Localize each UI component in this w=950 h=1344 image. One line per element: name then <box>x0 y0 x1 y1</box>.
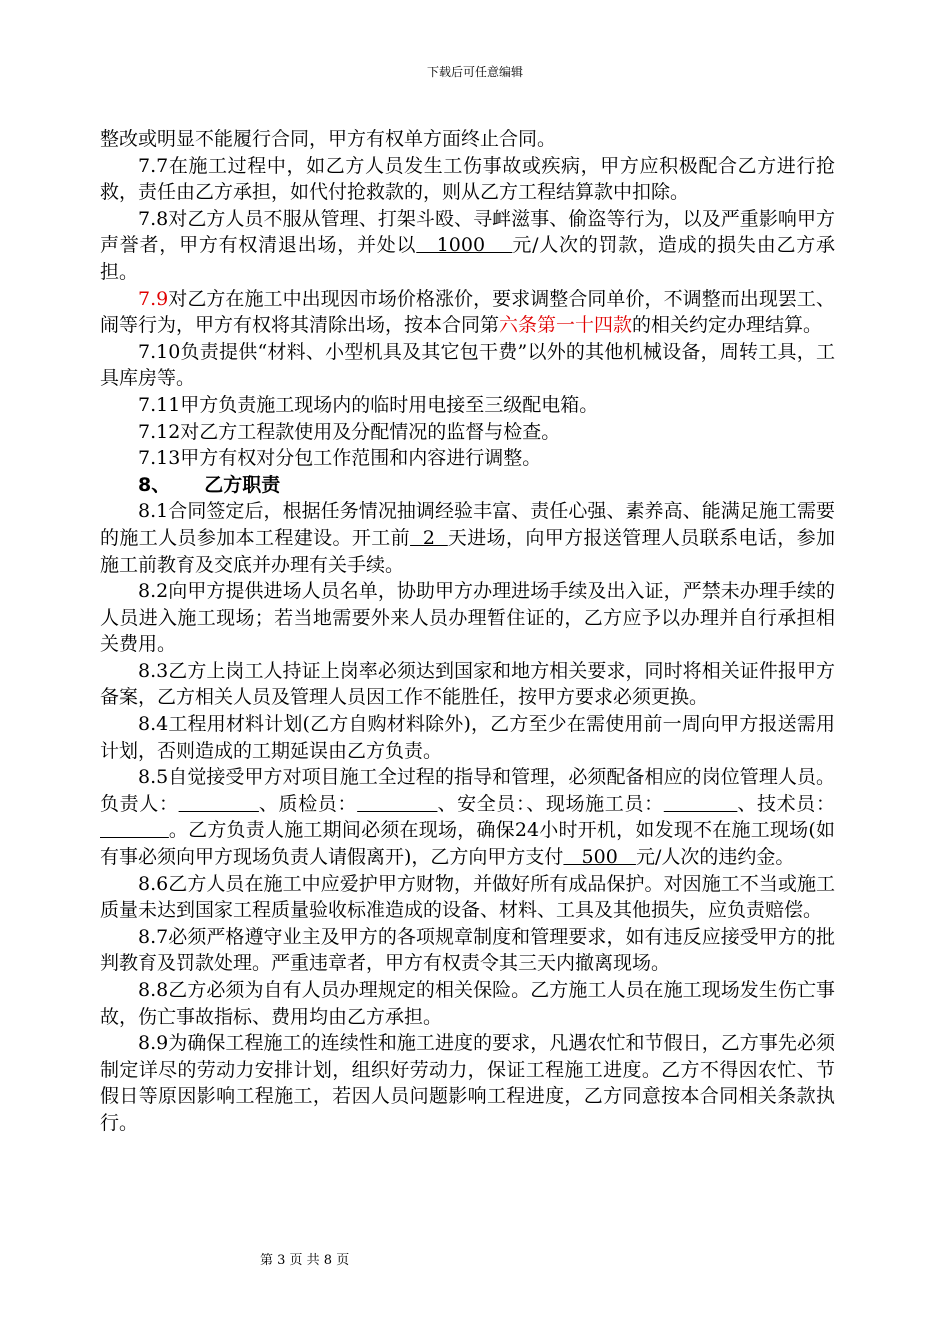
clause-8-3: 8.3乙方上岗工人持证上岗率必须达到国家和地方相关要求，同时将相关证件报甲方备案，乙方相关人员及管理人员因工作不能胜任，按甲方要求必须更换。 <box>100 659 835 709</box>
clause-7-7: 7.7在施工过程中，如乙方人员发生工伤事故或疾病，甲方应积极配合乙方进行抢救，责任由乙方承担，如代付抢救款的，则从乙方工程结算款中扣除。 <box>100 154 835 204</box>
section-heading-8 <box>100 472 835 499</box>
clause-8-8: 8.8乙方必须为自有人员办理规定的相关保险。乙方施工人员在施工现场发生伤亡事故，伤亡事故指标、费用均由乙方承担。 <box>100 979 835 1028</box>
technician-blank <box>100 819 169 841</box>
clause-7-13: 7.13甲方有权对分包工作范围和内容进行调整。 <box>138 447 542 470</box>
page-number-footer: 第 3 页 共 8 页 <box>260 1253 350 1268</box>
site-worker-blank <box>664 793 738 815</box>
clause-7-11: 7.11甲方负责施工现场内的临时用电接至三级配电箱。 <box>138 393 599 416</box>
paragraph-continuation: 整改或明显不能履行合同，甲方有权单方面终止合同。 <box>100 128 557 150</box>
clause-8-6: 8.6乙方人员在施工中应爱护甲方财物，并做好所有成品保护。对因施工不当或施工质量未达到国家工程质量验收标准造成的设备、材料、工具及其他损失，应负责赔偿。 <box>100 872 835 922</box>
clause-8-4: 8.4工程用材料计划(乙方自购材料除外)，乙方至少在需使用前一周向甲方报送需用计划，否则造成的工期延误由乙方负责。 <box>100 713 835 762</box>
page-header: 下载后可任意编辑 <box>426 65 523 79</box>
responsible-person-blank <box>179 793 259 815</box>
document-body <box>100 126 835 1137</box>
inspector-blank <box>357 793 437 815</box>
clause-number-highlighted: 7.9 <box>138 287 169 310</box>
clause-8-7: 8.7必须严格遵守业主及甲方的各项规章制度和管理要求，如有违反应接受甲方的批判教育及罚款处理。严重违章者，甲方有权责令其三天内撤离现场。 <box>100 925 835 975</box>
section-number: 8、 <box>138 473 171 496</box>
clause-8-2: 8.2向甲方提供进场人员名单，协助甲方办理进场手续及出入证，严禁未办理手续的人员进入施工现场；若当地需要外来人员办理暂住证的，乙方应予以办理并自行承担相关费用。 <box>100 580 835 656</box>
clause-7-12: 7.12对乙方工程款使用及分配情况的监督与检查。 <box>138 420 561 443</box>
clause-7-9: 7.9对乙方在施工中出现因市场价格涨价，要求调整合同单价，不调整而出现罢工、闹等行为，甲方有权将其清除出场，按本合同第六条第一十四款的相关约定办理结算。 <box>100 287 835 337</box>
clause-8-9: 8.9为确保工程施工的连续性和施工进度的要求，凡遇农忙和节假日，乙方事先必须制定详尽的劳动力安排计划，组织好劳动力，保证工程施工进度。乙方不得因农忙、节假日等原因影响工程施工，若因人员问题影响工程进度，乙方同意按本合同相关条款执行。 <box>100 1032 835 1134</box>
clause-7-8: 7.8对乙方人员不服从管理、打架斗殴、寻衅滋事、偷盗等行为，以及严重影响甲方声誉者，甲方有权清退出场，并处以 1000 元/人次的罚款，造成的损失由乙方承担。 <box>100 207 835 283</box>
section-title: 乙方职责 <box>204 473 281 496</box>
clause-reference-highlighted: 六条第一十四款 <box>499 314 633 337</box>
clause-8-1: 8.1合同签定后，根据任务情况抽调经验丰富、责任心强、素养高、能满足施工需要的施工人员参加本工程建设。开工前 2 天进场，向甲方报送管理人员联系电话，参加施工前教育及交底并办理有关手续。 <box>100 500 835 576</box>
clause-7-10: 7.10负责提供“材料、小型机具及其它包干费”以外的其他机械设备，周转工具，工具库房等。 <box>100 340 835 390</box>
fine-amount-blank: 1000 <box>416 234 513 257</box>
penalty-amount-blank: 500 <box>563 846 636 869</box>
days-blank: 2 <box>410 526 448 549</box>
clause-8-5: 8.5自觉接受甲方对项目施工全过程的指导和管理，必须配备相应的岗位管理人员。负责人： 、质检员： 、安全员：、现场施工员： 、技术员： 。乙方负责人施工期间必须在现场，确保24小时开机，如发现不在施工现场(如有事必须向甲方现场负责人请假离开)，乙方向甲方支付 500 元/人次的违约金。 <box>100 766 835 869</box>
